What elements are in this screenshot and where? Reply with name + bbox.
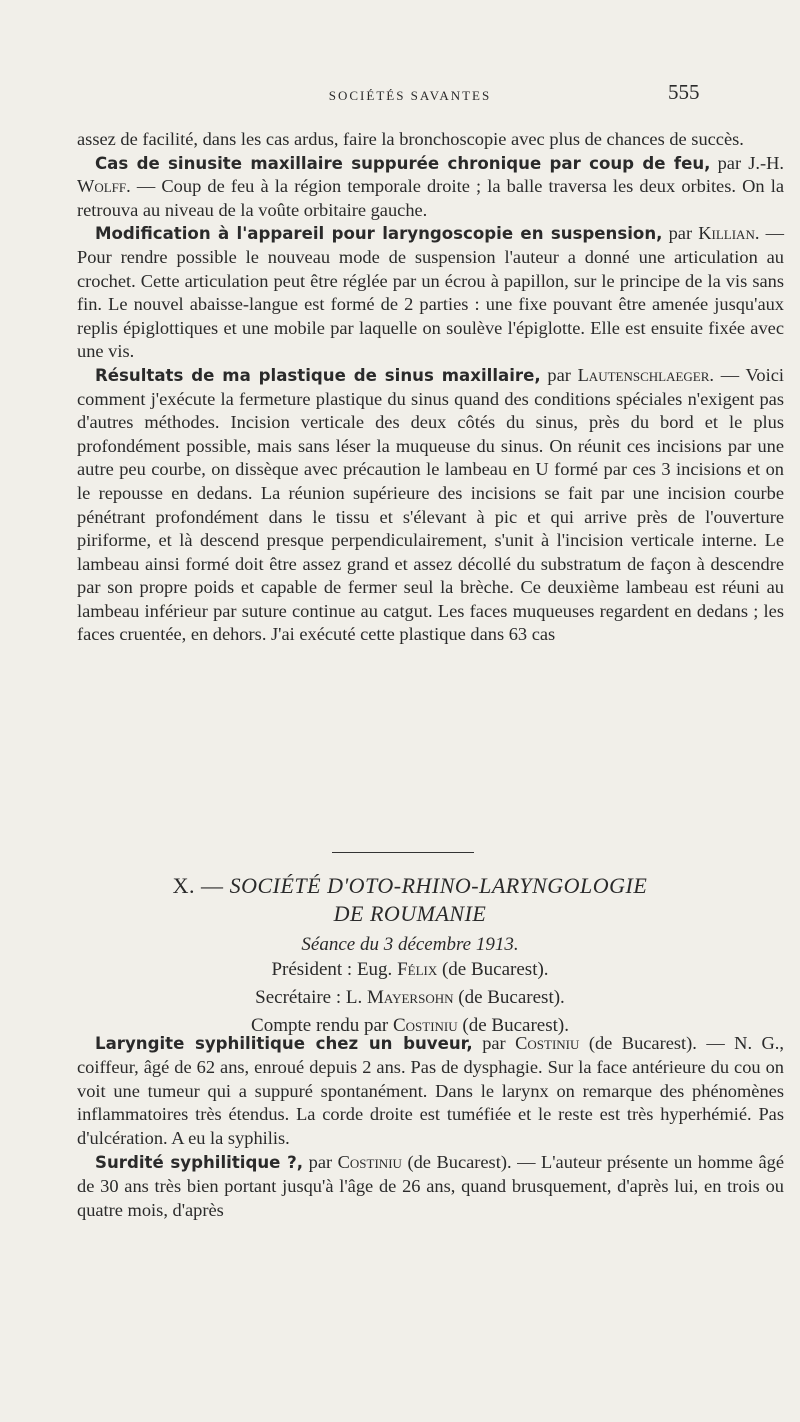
section-divider	[332, 852, 474, 853]
compte-city: (de Bucarest).	[457, 1015, 569, 1036]
section-title-line2: DE ROUMANIE	[333, 901, 487, 926]
seance-date: Séance du 3 décembre 1913.	[301, 934, 519, 955]
paragraph	[77, 1151, 784, 1222]
paragraph-text: . — Coup de feu à la région temporale droite ; la balle traversa les deux orbites. On la retrouva au niveau de la voûte orbitaire gauche.	[77, 176, 784, 220]
section-title	[70, 872, 750, 900]
paragraph-text: (de Bucarest). — L'auteur présente un homme âgé de 30 ans très bien portant jusqu'à l'âge de 26 ans, quand brusquement, d'après lui, en trois ou quatre mois, d'après	[77, 1151, 784, 1220]
author-name: Lautenschlaeger	[577, 364, 710, 385]
secretaire-city: (de Bucarest).	[453, 987, 565, 1008]
president-city: (de Bucarest).	[437, 959, 549, 980]
paragraph-text: par	[662, 223, 699, 244]
paragraph	[77, 1032, 784, 1151]
secretaire-name: Mayersohn	[367, 987, 454, 1008]
paragraph-text: par	[472, 1033, 516, 1053]
section-title-line1: SOCIÉTÉ D'OTO-RHINO-LARYNGOLOGIE	[229, 873, 648, 898]
author-name: Costiniu	[515, 1033, 580, 1053]
body-text-bottom	[77, 1032, 784, 1222]
article-title: Surdité syphilitique ?,	[95, 1152, 304, 1172]
paragraph-text: . — Pour rendre possible le nouveau mode de suspension l'auteur a donné une articulation au crochet. Cette articulation peut être réglée par un écrou à papillon, sur le principe de la vis sans fin. Le nouvel abaisse-langue est formé de 2 parties : une fixe pouvant être amenée jusqu'aux replis épiglottiques et une mobile par laquelle on soulève l'épiglotte. Elle est ensuite fixée avec une vis.	[77, 223, 784, 362]
article-title: Modification à l'appareil pour laryngoscopie en suspension,	[95, 224, 663, 244]
paragraph	[77, 128, 784, 152]
president-line	[70, 956, 750, 984]
paragraph-text: . — Voici comment j'exécute la fermeture plastique du sinus quand des conditions spéciales n'exigent pas d'autres méthodes. Incision verticale des deux côtés du sinus, près du bord et le plus profondément possible, mais sans léser la muqueuse du sinus. On réunit ces incisions par une autre peu courbe, on dissèque avec précaution le lambeau en U formé par ces 3 incisions et on le repousse en dedans. La réunion supérieure des incisions se fait par une incision courbe pénétrant profondément dans le tissu et s'élevant à pic et qui arrive près de l'ouverture piriforme, et là descend presque perpendiculairement, s'unit à l'incision verticale interne. Le lambeau ainsi formé doit être assez grand et assez décollé du substratum de façon à descendre par son propre poids et capable de fermer seul la brèche. Ce deuxième lambeau est réuni au lambeau inférieur par suture continue au catgut. Les faces muqueuses regardent en dedans ; les faces cruentée, en dehors. J'ai exécuté cette plastique dans 63 cas	[77, 364, 784, 645]
article-title: Résultats de ma plastique de sinus maxillaire,	[95, 365, 541, 385]
paragraph	[77, 152, 784, 223]
president-label: Président : Eug.	[271, 959, 398, 980]
paragraph-text: assez de facilité, dans les cas ardus, faire la bronchoscopie avec plus de chances de succès.	[77, 129, 744, 149]
paragraph-text: (de Bucarest). — N. G., coiffeur, âgé de 62 ans, enroué depuis 2 ans. Pas de dysphagie. Sur la face antérieure du cou on voit une tumeur qui a suppuré spontanément. Dans le larynx on remarque des phénomènes inflammatoires très étendus. La corde droite est tuméfiée et le reste est très hyperhémié. Pas d'ulcération. A eu la syphilis.	[77, 1033, 784, 1149]
author-name: Costiniu	[337, 1151, 402, 1172]
section-heading	[70, 872, 750, 1040]
paragraph-text: par J.-H.	[710, 152, 784, 173]
paragraph	[77, 222, 784, 364]
compte-label: Compte rendu par	[251, 1015, 393, 1036]
paragraph	[77, 364, 784, 647]
compte-name: Costiniu	[392, 1015, 458, 1036]
section-number: X. —	[172, 873, 230, 898]
secretaire-label: Secrétaire : L.	[255, 987, 368, 1008]
president-name: Félix	[397, 959, 438, 980]
article-title: Laryngite syphilitique chez un buveur,	[95, 1034, 473, 1053]
paragraph-text: par	[540, 364, 578, 385]
paragraph-text: par	[303, 1151, 338, 1172]
author-name: Killian	[698, 223, 755, 244]
page-number: 555	[668, 80, 700, 104]
running-title: SOCIÉTÉS SAVANTES	[328, 88, 492, 103]
secretaire-line	[70, 984, 750, 1012]
article-title: Cas de sinusite maxillaire suppurée chronique par coup de feu,	[95, 153, 711, 173]
body-text-top	[77, 128, 784, 647]
author-name: Wolff	[77, 176, 127, 197]
